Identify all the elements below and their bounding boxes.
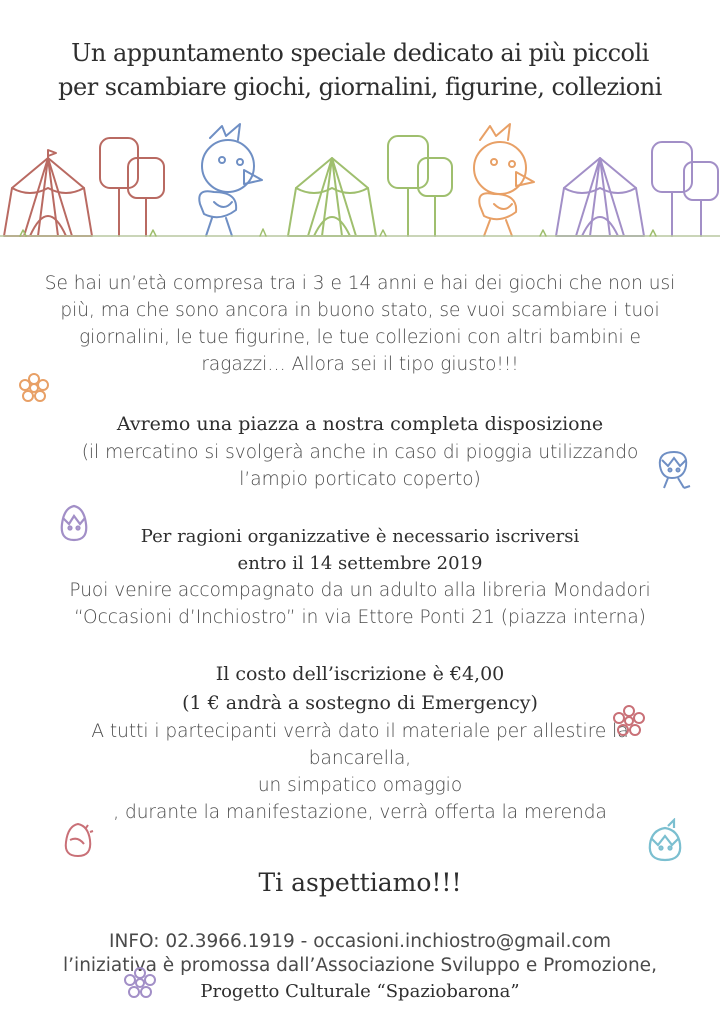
tent-green-icon: [288, 158, 376, 236]
tree-green-icon: [388, 136, 452, 236]
footer-info: INFO: 02.3966.1919 - occasioni.inchiostro@gmail.com: [109, 931, 611, 952]
costo-line-1: A tutti i partecipanti verrà dato il materiale per allestire la: [91, 721, 629, 742]
flower-pink-icon: [610, 704, 648, 738]
iscrizione-line-1: Puoi venire accompagnato da un adulto alla libreria Mondadori: [69, 580, 651, 601]
tree-purple-icon: [652, 142, 718, 236]
piazza-line-1: (il mercatino si svolgerà anche in caso di pioggia utilizzando: [81, 442, 639, 463]
closing-text: Ti aspettiamo!!!: [258, 868, 462, 897]
tree-red-icon: [100, 138, 164, 236]
costo-section: [0, 660, 720, 826]
bird-blue-icon: [199, 124, 262, 236]
piazza-line-2: l’ampio porticato coperto): [239, 469, 481, 490]
tent-red-icon: [4, 150, 92, 236]
costo-heading-2: (1 € andrà a sostegno di Emergency): [182, 692, 538, 714]
intro-line-4: ragazzi… Allora sei il tipo giusto!!!: [201, 354, 519, 375]
grass-tufts: [20, 229, 656, 236]
iscrizione-heading-1: Per ragioni organizzative è necessario iscriversi: [140, 526, 580, 547]
circus-banner-illustration: [0, 118, 720, 243]
costo-heading-1: Il costo dell’iscrizione è €4,00: [215, 663, 505, 685]
intro-line-2: più, ma che sono ancora in buono stato, se vuoi scambiare i tuoi: [60, 300, 660, 321]
tent-purple-icon: [556, 158, 644, 236]
bird-orange-icon: [474, 124, 534, 236]
title-line-1: Un appuntamento speciale dedicato ai più piccoli: [71, 39, 649, 67]
flyer-title: [0, 36, 720, 104]
iscrizione-line-2: “Occasioni d’Inchiostro” in via Ettore Ponti 21 (piazza interna): [74, 607, 646, 628]
intro-line-3: giornalini, le tue figurine, le tue collezioni con altri bambini e: [79, 327, 641, 348]
egg-red-icon: [60, 818, 96, 860]
flower-purple-icon: [122, 966, 158, 1000]
costo-line-4: , durante la manifestazione, verrà offerta la merenda: [113, 802, 607, 823]
egg-purple-icon: [54, 500, 94, 544]
intro-line-1: Se hai un’età compresa tra i 3 e 14 anni e hai dei giochi che non usi: [44, 273, 676, 294]
costo-line-2: bancarella,: [308, 748, 412, 769]
footer: [0, 930, 720, 1005]
flower-orange-icon: [16, 372, 52, 404]
intro-paragraph: [0, 270, 720, 378]
piazza-section: [0, 410, 720, 493]
piazza-heading: Avremo una piazza a nostra completa disposizione: [116, 413, 604, 435]
iscrizione-section: [0, 523, 720, 631]
footer-promo: l’iniziativa è promossa dall’Associazione Sviluppo e Promozione,: [63, 955, 657, 976]
costo-line-3: un simpatico omaggio: [257, 775, 463, 796]
chick-teal-icon: [644, 818, 686, 864]
chick-blue-icon: [654, 446, 698, 492]
iscrizione-heading-2: entro il 14 settembre 2019: [237, 553, 483, 574]
title-line-2: per scambiare giochi, giornalini, figurine, collezioni: [58, 73, 662, 101]
footer-project: Progetto Culturale “Spaziobarona”: [200, 981, 520, 1002]
